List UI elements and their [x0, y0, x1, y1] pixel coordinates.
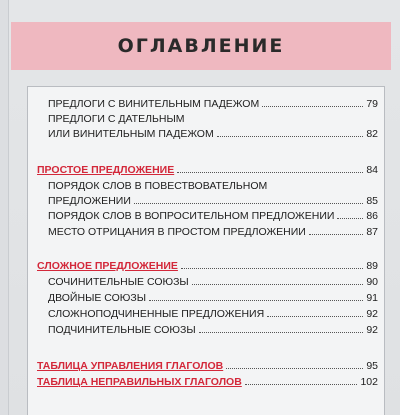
toc-entry-title: ПРЕДЛОГИ С ВИНИТЕЛЬНЫМ ПАДЕЖОМ — [48, 98, 260, 110]
dot-leader — [134, 203, 363, 204]
toc-entry-page: 82 — [366, 128, 378, 140]
toc-entry — [28, 307, 378, 321]
toc-section — [28, 375, 378, 389]
dot-leader — [192, 284, 364, 285]
table-of-contents — [27, 86, 385, 415]
dot-leader — [267, 316, 363, 317]
toc-entry — [28, 291, 378, 305]
toc-entry-page: 79 — [366, 98, 378, 110]
toc-entry-title: СЛОЖНОПОДЧИНЕННЫЕ ПРЕДЛОЖЕНИЯ — [48, 308, 265, 320]
toc-entry-page: 87 — [366, 226, 378, 238]
toc-entry-page: 92 — [366, 308, 378, 320]
toc-entry — [28, 112, 378, 126]
toc-entry-page: 90 — [366, 276, 378, 288]
toc-section-title: ТАБЛИЦА УПРАВЛЕНИЯ ГЛАГОЛОВ — [37, 360, 224, 372]
dot-leader — [149, 300, 363, 301]
toc-entry-page: 85 — [366, 195, 378, 207]
toc-entry — [28, 323, 378, 337]
toc-entry — [28, 97, 378, 111]
toc-entry-title: ИЛИ ВИНИТЕЛЬНЫМ ПАДЕЖОМ — [48, 128, 214, 140]
page-title: ОГЛАВЛЕНИЕ — [117, 35, 285, 57]
dot-leader — [181, 268, 363, 269]
dot-leader — [217, 136, 364, 137]
dot-leader — [245, 384, 358, 385]
dot-leader — [226, 368, 363, 369]
toc-entry — [28, 179, 378, 193]
toc-section-page: 95 — [366, 360, 378, 372]
toc-section-title: ПРОСТОЕ ПРЕДЛОЖЕНИЕ — [37, 164, 175, 176]
toc-entry-page: 91 — [366, 292, 378, 304]
toc-section — [28, 259, 378, 273]
toc-section — [28, 163, 378, 177]
toc-entry — [28, 127, 378, 141]
toc-entry-title: ПОДЧИНИТЕЛЬНЫЕ СОЮЗЫ — [48, 324, 196, 336]
toc-entry-title: СОЧИНИТЕЛЬНЫЕ СОЮЗЫ — [48, 276, 189, 288]
title-band — [11, 22, 391, 70]
toc-section-title: СЛОЖНОЕ ПРЕДЛОЖЕНИЕ — [37, 260, 178, 272]
toc-section — [28, 359, 378, 373]
toc-entry — [28, 194, 378, 208]
dot-leader — [309, 234, 363, 235]
toc-entry-title: ПОРЯДОК СЛОВ В ВОПРОСИТЕЛЬНОМ ПРЕДЛОЖЕНИИ — [48, 210, 335, 222]
toc-entry — [28, 225, 378, 239]
toc-entry-title: ПРЕДЛОЖЕНИИ — [48, 195, 131, 207]
toc-entry-title: ПОРЯДОК СЛОВ В ПОВЕСТВОВАТЕЛЬНОМ — [48, 180, 268, 192]
toc-section-title: ТАБЛИЦА НЕПРАВИЛЬНЫХ ГЛАГОЛОВ — [37, 376, 242, 388]
toc-entry — [28, 209, 378, 223]
toc-entry-title: ДВОЙНЫЕ СОЮЗЫ — [48, 292, 147, 304]
dot-leader — [177, 172, 363, 173]
toc-entry-page: 92 — [366, 324, 378, 336]
dot-leader — [337, 218, 363, 219]
dot-leader — [199, 332, 364, 333]
book-page — [8, 0, 400, 415]
toc-section-page: 84 — [366, 164, 378, 176]
toc-entry-title: МЕСТО ОТРИЦАНИЯ В ПРОСТОМ ПРЕДЛОЖЕНИИ — [48, 226, 306, 238]
dot-leader — [262, 106, 363, 107]
toc-entry-page: 86 — [366, 210, 378, 222]
toc-section-page: 89 — [366, 260, 378, 272]
toc-entry-title: ПРЕДЛОГИ С ДАТЕЛЬНЫМ — [48, 113, 185, 125]
toc-entry — [28, 275, 378, 289]
toc-section-page: 102 — [360, 376, 378, 388]
